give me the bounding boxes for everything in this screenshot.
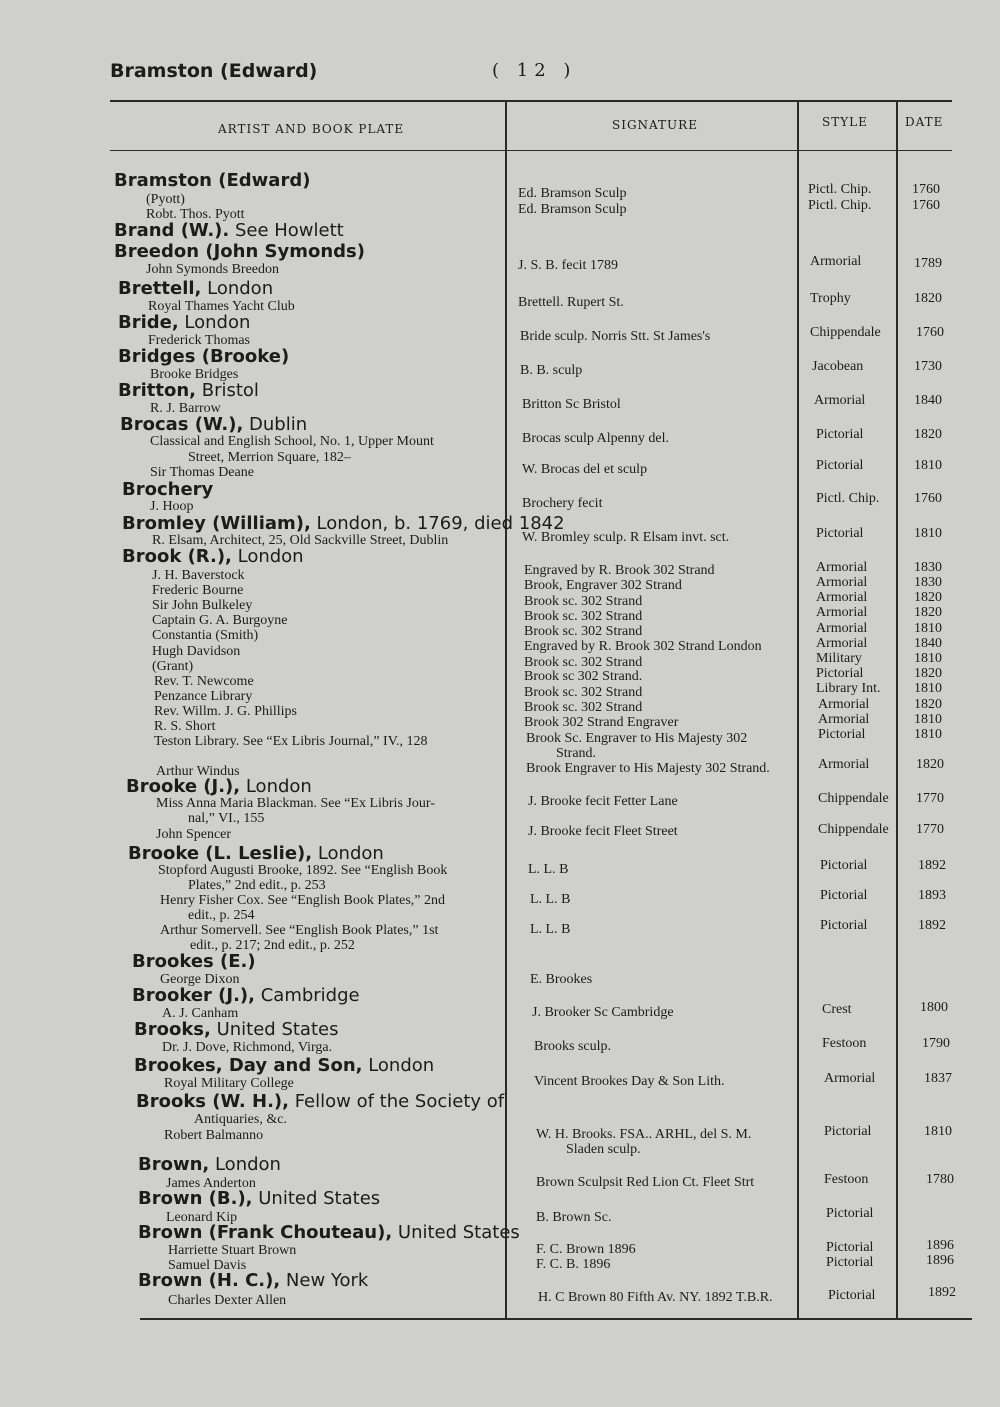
artist-name: [136, 1093, 504, 1111]
style-text: Pictl. Chip.: [808, 182, 872, 197]
date-text: 1780: [926, 1172, 954, 1187]
artist-name-bold: Brochery: [122, 479, 214, 500]
book-plate-owner: J. Hoop: [150, 499, 194, 514]
artist-name: [132, 953, 256, 971]
book-plate-owner: Royal Military College: [164, 1076, 294, 1091]
date-text: 1840: [914, 636, 942, 651]
signature-text: B. Brown Sc.: [536, 1210, 612, 1225]
book-plate-owner: James Anderton: [166, 1176, 256, 1191]
signature-text: Brooks sculp.: [534, 1039, 611, 1054]
style-text: Pictorial: [826, 1255, 874, 1270]
book-plate-owner: Penzance Library: [154, 689, 253, 704]
artist-name: [138, 1224, 520, 1242]
header-rule: [110, 150, 952, 151]
artist-location: London: [362, 1055, 435, 1076]
artist-name-bold: Brook (R.),: [122, 546, 232, 567]
page-header-name: Bramston (Edward): [110, 60, 318, 82]
artist-location: London: [240, 776, 312, 797]
artist-location: United States: [392, 1222, 520, 1243]
artist-name-bold: Brooks (W. H.),: [136, 1091, 289, 1112]
date-text: 1760: [912, 198, 940, 213]
book-plate-owner: edit., p. 254: [188, 908, 255, 923]
signature-text: Ed. Bramson Sculp: [518, 186, 627, 201]
artist-name: [138, 1190, 380, 1208]
style-text: Chippendale: [810, 325, 881, 340]
date-text: 1760: [912, 182, 940, 197]
signature-text: J. Brooke fecit Fetter Lane: [528, 794, 678, 809]
date-text: 1800: [920, 1000, 948, 1015]
date-text: 1770: [916, 822, 944, 837]
style-text: Festoon: [824, 1172, 869, 1187]
signature-text: Brook sc. 302 Strand: [524, 624, 643, 639]
date-text: 1892: [918, 918, 946, 933]
artist-name: [122, 515, 565, 533]
style-text: Pictorial: [826, 1206, 874, 1221]
artist-name-bold: Brookes, Day and Son,: [134, 1055, 363, 1076]
date-text: 1820: [914, 427, 942, 442]
date-text: 1810: [914, 458, 942, 473]
artist-location: London: [312, 843, 384, 864]
date-text: 1810: [914, 526, 942, 541]
artist-location: United States: [210, 1019, 339, 1040]
artist-location: New York: [280, 1270, 369, 1291]
signature-text: F. C. Brown 1896: [536, 1242, 636, 1257]
style-text: Chippendale: [818, 822, 889, 837]
book-plate-owner: Royal Thames Yacht Club: [148, 299, 295, 314]
artist-location: See Howlett: [229, 220, 344, 241]
book-plate-owner: Classical and English School, No. 1, Upper Mount: [150, 434, 434, 449]
artist-name-bold: Brown (Frank Chouteau),: [138, 1222, 393, 1243]
style-text: Pictorial: [826, 1240, 874, 1255]
artist-name: [114, 222, 344, 240]
artist-name-bold: Brookes (E.): [132, 951, 256, 972]
date-text: 1830: [914, 560, 942, 575]
style-text: Pictorial: [816, 427, 864, 442]
style-text: Pictl. Chip.: [816, 491, 880, 506]
signature-text: Vincent Brookes Day & Son Lith.: [534, 1074, 725, 1089]
style-text: Armorial: [818, 757, 870, 772]
artist-name-bold: Brown,: [138, 1154, 210, 1175]
signature-text: Ed. Bramson Sculp: [518, 202, 627, 217]
book-plate-owner: Frederic Bourne: [152, 583, 244, 598]
artist-location: London, b. 1769, died 1842: [310, 513, 565, 534]
style-text: Armorial: [816, 575, 868, 590]
signature-text: Brook 302 Strand Engraver: [524, 715, 679, 730]
style-text: Armorial: [816, 605, 868, 620]
date-text: 1730: [914, 359, 942, 374]
book-plate-owner: R. Elsam, Architect, 25, Old Sackville Street, Dublin: [152, 533, 449, 548]
book-plate-owner: Teston Library. See “Ex Libris Journal,” IV., 128: [154, 734, 428, 749]
artist-location: London: [209, 1154, 281, 1175]
signature-text: Brook sc. 302 Strand: [524, 700, 643, 715]
book-plate-owner: A. J. Canham: [162, 1006, 239, 1021]
signature-text: F. C. B. 1896: [536, 1257, 611, 1272]
artist-name-bold: Brooker (J.),: [132, 985, 255, 1006]
style-text: Chippendale: [818, 791, 889, 806]
date-text: 1820: [914, 605, 942, 620]
book-plate-owner: George Dixon: [160, 972, 240, 987]
artist-name: [118, 280, 273, 298]
book-plate-owner: R. S. Short: [154, 719, 216, 734]
book-plate-owner: Antiquaries, &c.: [194, 1112, 287, 1127]
artist-name-bold: Britton,: [118, 380, 196, 401]
book-plate-owner: Harriette Stuart Brown: [168, 1243, 297, 1258]
date-text: 1892: [928, 1285, 956, 1300]
style-text: Military: [816, 651, 862, 666]
date-text: 1820: [914, 666, 942, 681]
book-plate-owner: Arthur Somervell. See “English Book Plates,” 1st: [160, 923, 439, 938]
signature-text: E. Brookes: [530, 972, 593, 987]
book-plate-owner: Charles Dexter Allen: [168, 1293, 287, 1308]
style-text: Armorial: [816, 621, 868, 636]
artist-name: [118, 382, 259, 400]
book-plate-owner: Robt. Thos. Pyott: [146, 207, 245, 222]
artist-name: [126, 778, 312, 796]
style-text: Pictorial: [818, 727, 866, 742]
column-divider-3: [896, 100, 898, 1318]
artist-name-bold: Brooke (J.),: [126, 776, 241, 797]
book-plate-owner: John Symonds Breedon: [146, 262, 279, 277]
column-header-style: STYLE: [822, 115, 868, 129]
date-text: 1893: [918, 888, 946, 903]
date-text: 1820: [914, 590, 942, 605]
book-plate-owner: R. J. Barrow: [150, 401, 221, 416]
style-text: Pictorial: [816, 526, 864, 541]
column-divider-2: [797, 100, 799, 1318]
date-text: 1810: [914, 712, 942, 727]
artist-location: Cambridge: [255, 985, 360, 1006]
signature-text: L. L. B: [528, 862, 569, 877]
date-text: 1820: [914, 697, 942, 712]
date-text: 1789: [914, 256, 942, 271]
book-plate-owner: Robert Balmanno: [164, 1128, 264, 1143]
signature-text: J. Brooke fecit Fleet Street: [528, 824, 678, 839]
style-text: Armorial: [824, 1071, 876, 1086]
signature-text: W. H. Brooks. FSA.. ARHL, del S. M.: [536, 1127, 752, 1142]
book-plate-owner: Miss Anna Maria Blackman. See “Ex Libris Jour-: [156, 796, 435, 811]
signature-text: W. Bromley sculp. R Elsam invt. sct.: [522, 530, 730, 545]
artist-name-bold: Brown (H. C.),: [138, 1270, 281, 1291]
book-plate-owner: Leonard Kip: [166, 1210, 238, 1225]
artist-name: [114, 172, 310, 190]
artist-name-bold: Bramston (Edward): [114, 170, 311, 191]
date-text: 1837: [924, 1071, 952, 1086]
artist-name: [138, 1156, 281, 1174]
artist-name-bold: Bridges (Brooke): [118, 346, 290, 367]
date-text: 1892: [918, 858, 946, 873]
date-text: 1830: [914, 575, 942, 590]
artist-location: United States: [252, 1188, 381, 1209]
signature-text: Brook sc. 302 Strand: [524, 655, 643, 670]
date-text: 1840: [914, 393, 942, 408]
signature-text: Brook sc. 302 Strand: [524, 609, 643, 624]
book-plate-owner: Brooke Bridges: [150, 367, 239, 382]
style-text: Trophy: [810, 291, 851, 306]
signature-text: Brettell. Rupert St.: [518, 295, 624, 310]
signature-text: W. Brocas del et sculp: [522, 462, 648, 477]
artist-name-bold: Bride,: [118, 312, 179, 333]
column-header-artist: ARTIST AND BOOK PLATE: [218, 122, 405, 136]
style-text: Pictorial: [828, 1288, 876, 1303]
signature-text: Bride sculp. Norris Stt. St James's: [520, 329, 711, 344]
book-plate-owner: Constantia (Smith): [152, 628, 259, 643]
signature-text: B. B. sculp: [520, 363, 583, 378]
artist-name: [118, 314, 250, 332]
signature-text: Brown Sculpsit Red Lion Ct. Fleet Strt: [536, 1175, 755, 1190]
artist-location: London: [231, 546, 304, 567]
date-text: 1896: [926, 1238, 954, 1253]
artist-name-bold: Bromley (William),: [122, 513, 311, 534]
column-header-date: DATE: [905, 115, 944, 129]
book-plate-owner: J. H. Baverstock: [152, 568, 245, 583]
book-plate-owner: nal,” VI., 155: [188, 811, 265, 826]
date-text: 1810: [914, 621, 942, 636]
style-text: Pictorial: [820, 858, 868, 873]
style-text: Pictorial: [820, 888, 868, 903]
signature-text: Brook Engraver to His Majesty 302 Strand.: [526, 761, 770, 776]
book-plate-owner: Dr. J. Dove, Richmond, Virga.: [162, 1040, 333, 1055]
book-plate-owner: Samuel Davis: [168, 1258, 247, 1273]
book-plate-owner: Rev. T. Newcome: [154, 674, 254, 689]
book-plate-owner: Plates,” 2nd edit., p. 253: [188, 878, 326, 893]
signature-text: Brochery fecit: [522, 496, 603, 511]
book-plate-owner: Street, Merrion Square, 182–: [188, 450, 351, 465]
artist-name-bold: Brand (W.).: [114, 220, 230, 241]
signature-text: J. S. B. fecit 1789: [518, 258, 618, 273]
style-text: Armorial: [814, 393, 866, 408]
artist-name: [134, 1057, 434, 1075]
column-divider-1: [505, 100, 507, 1318]
artist-name: [122, 548, 304, 566]
date-text: 1790: [922, 1036, 950, 1051]
artist-name-bold: Brooke (L. Leslie),: [128, 843, 313, 864]
artist-name: [118, 348, 289, 366]
artist-location: Fellow of the Society of: [288, 1091, 505, 1112]
date-text: 1810: [914, 727, 942, 742]
book-plate-owner: Frederick Thomas: [148, 333, 250, 348]
style-text: Crest: [822, 1002, 852, 1017]
book-plate-owner: Sir Thomas Deane: [150, 465, 254, 480]
date-text: 1896: [926, 1253, 954, 1268]
signature-text: Strand.: [556, 746, 597, 761]
artist-name: [134, 1021, 338, 1039]
date-text: 1810: [914, 681, 942, 696]
artist-location: London: [178, 312, 251, 333]
artist-name: [114, 243, 365, 261]
top-rule: [110, 100, 952, 102]
book-plate-owner: Captain G. A. Burgoyne: [152, 613, 288, 628]
style-text: Library Int.: [816, 681, 881, 696]
book-plate-owner: John Spencer: [156, 827, 232, 842]
artist-name-bold: Brocas (W.),: [120, 414, 244, 435]
date-text: 1820: [914, 291, 942, 306]
signature-text: Brook sc 302 Strand.: [524, 669, 643, 684]
style-text: Armorial: [816, 560, 868, 575]
signature-text: Sladen sculp.: [566, 1142, 641, 1157]
date-text: 1760: [914, 491, 942, 506]
artist-name: [132, 987, 360, 1005]
style-text: Armorial: [818, 697, 870, 712]
artist-name: [122, 481, 213, 499]
artist-name: [138, 1272, 368, 1290]
artist-name: [128, 845, 384, 863]
signature-text: Engraved by R. Brook 302 Strand: [524, 563, 715, 578]
style-text: Jacobean: [812, 359, 864, 374]
artist-name: [120, 416, 307, 434]
artist-location: Bristol: [196, 380, 259, 401]
style-text: Pictorial: [820, 918, 868, 933]
style-text: Pictorial: [824, 1124, 872, 1139]
signature-text: Brook sc. 302 Strand: [524, 594, 643, 609]
book-plate-owner: Sir John Bulkeley: [152, 598, 253, 613]
book-plate-owner: Henry Fisher Cox. See “English Book Plates,” 2nd: [160, 893, 446, 908]
artist-name-bold: Brettell,: [118, 278, 202, 299]
signature-text: Brocas sculp Alpenny del.: [522, 431, 669, 446]
signature-text: Brook Sc. Engraver to His Majesty 302: [526, 731, 748, 746]
date-text: 1760: [916, 325, 944, 340]
style-text: Pictorial: [816, 458, 864, 473]
artist-location: London: [201, 278, 274, 299]
date-text: 1770: [916, 791, 944, 806]
book-plate-owner: Stopford Augusti Brooke, 1892. See “English Book: [158, 863, 448, 878]
signature-text: Engraved by R. Brook 302 Strand London: [524, 639, 762, 654]
signature-text: Brook sc. 302 Strand: [524, 685, 643, 700]
style-text: Pictl. Chip.: [808, 198, 872, 213]
date-text: 1820: [916, 757, 944, 772]
signature-text: Britton Sc Bristol: [522, 397, 621, 412]
signature-text: L. L. B: [530, 892, 571, 907]
book-plate-owner: Arthur Windus: [156, 764, 240, 779]
date-text: 1810: [924, 1124, 952, 1139]
signature-text: L. L. B: [530, 922, 571, 937]
bottom-rule: [140, 1318, 972, 1320]
signature-text: Brook, Engraver 302 Strand: [524, 578, 682, 593]
book-plate-owner: Rev. Willm. J. G. Phillips: [154, 704, 297, 719]
style-text: Armorial: [810, 254, 862, 269]
book-plate-owner: edit., p. 217; 2nd edit., p. 252: [190, 938, 355, 953]
artist-location: Dublin: [243, 414, 308, 435]
column-header-signature: SIGNATURE: [612, 118, 698, 132]
book-plate-owner: (Grant): [152, 659, 194, 674]
signature-text: H. C Brown 80 Fifth Av. NY. 1892 T.B.R.: [538, 1290, 773, 1305]
book-plate-owner: (Pyott): [146, 192, 185, 207]
style-text: Armorial: [816, 636, 868, 651]
artist-name-bold: Brown (B.),: [138, 1188, 253, 1209]
style-text: Festoon: [822, 1036, 867, 1051]
artist-name-bold: Breedon (John Symonds): [114, 241, 365, 262]
style-text: Pictorial: [816, 666, 864, 681]
style-text: Armorial: [816, 590, 868, 605]
artist-name-bold: Brooks,: [134, 1019, 211, 1040]
book-plate-owner: Hugh Davidson: [152, 644, 241, 659]
signature-text: J. Brooker Sc Cambridge: [532, 1005, 674, 1020]
date-text: 1810: [914, 651, 942, 666]
style-text: Armorial: [818, 712, 870, 727]
page-number: ( 12 ): [492, 60, 577, 81]
